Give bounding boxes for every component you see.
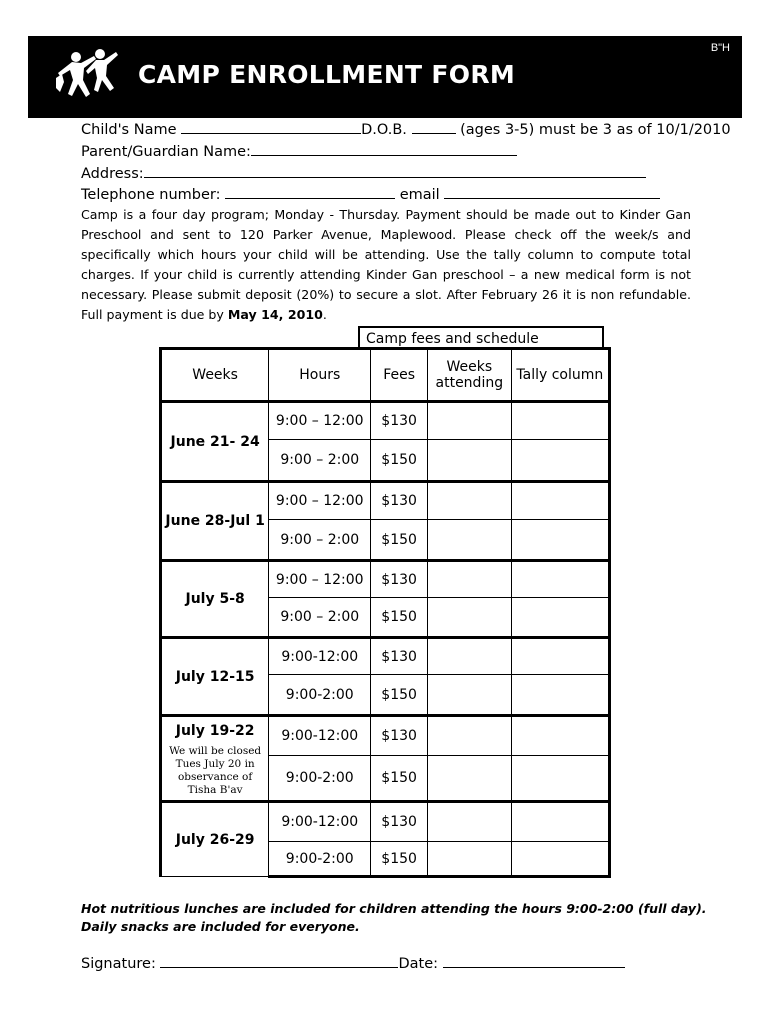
attending-checkbox-cell[interactable] bbox=[427, 756, 511, 802]
table-row bbox=[161, 482, 610, 520]
attending-checkbox-cell[interactable] bbox=[427, 842, 511, 877]
child-info-line bbox=[81, 120, 731, 138]
tally-cell[interactable] bbox=[511, 482, 609, 520]
table-header-row bbox=[161, 349, 610, 402]
fee-cell: $130 bbox=[371, 716, 428, 756]
hours-cell: 9:00 – 12:00 bbox=[269, 561, 371, 598]
dob-field[interactable] bbox=[412, 120, 456, 134]
fee-cell: $130 bbox=[371, 402, 428, 440]
attending-checkbox-cell[interactable] bbox=[427, 638, 511, 675]
form-title: CAMP ENROLLMENT FORM bbox=[138, 60, 516, 89]
header-tally-column: Tally column bbox=[511, 349, 609, 402]
tally-cell[interactable] bbox=[511, 402, 609, 440]
attending-checkbox-cell[interactable] bbox=[427, 716, 511, 756]
attending-checkbox-cell[interactable] bbox=[427, 675, 511, 716]
hours-cell: 9:00-12:00 bbox=[269, 802, 371, 842]
fee-cell: $150 bbox=[371, 842, 428, 877]
attending-checkbox-cell[interactable] bbox=[427, 561, 511, 598]
lunch-note-line2: Daily snacks are included for everyone. bbox=[81, 919, 360, 934]
tally-cell[interactable] bbox=[511, 675, 609, 716]
hours-cell: 9:00 – 2:00 bbox=[269, 598, 371, 638]
fees-schedule-table bbox=[159, 347, 611, 878]
week-label: July 5-8 bbox=[161, 561, 269, 638]
parent-name-field[interactable] bbox=[251, 142, 517, 156]
child-name-label: Child's Name bbox=[81, 122, 177, 138]
signature-line bbox=[81, 954, 625, 972]
tally-cell[interactable] bbox=[511, 842, 609, 877]
tally-cell[interactable] bbox=[511, 716, 609, 756]
table-row bbox=[161, 402, 610, 440]
attending-checkbox-cell[interactable] bbox=[427, 520, 511, 561]
address-field[interactable] bbox=[144, 164, 646, 178]
lunch-note bbox=[81, 900, 707, 936]
corner-mark: B"H bbox=[710, 42, 730, 54]
signature-field[interactable] bbox=[160, 954, 398, 968]
hours-cell: 9:00-12:00 bbox=[269, 638, 371, 675]
hours-cell: 9:00 – 2:00 bbox=[269, 520, 371, 561]
program-description bbox=[81, 205, 691, 325]
fee-cell: $150 bbox=[371, 675, 428, 716]
tally-cell[interactable] bbox=[511, 440, 609, 482]
phone-label: Telephone number: bbox=[81, 187, 221, 203]
hours-cell: 9:00 – 12:00 bbox=[269, 482, 371, 520]
tally-cell[interactable] bbox=[511, 598, 609, 638]
tally-cell[interactable] bbox=[511, 520, 609, 561]
header-bar bbox=[28, 36, 742, 118]
date-label: Date: bbox=[398, 956, 438, 972]
header-hours: Hours bbox=[269, 349, 371, 402]
parent-label: Parent/Guardian Name: bbox=[81, 144, 251, 160]
week-label bbox=[161, 716, 269, 802]
lunch-note-line1: Hot nutritious lunches are included for children attending the hours 9:00-2:00 (full day). bbox=[81, 901, 707, 916]
email-label: email bbox=[399, 187, 440, 203]
contact-line bbox=[81, 185, 660, 203]
age-note: (ages 3-5) must be 3 as of 10/1/2010 bbox=[460, 122, 731, 138]
child-name-field[interactable] bbox=[181, 120, 361, 134]
hours-cell: 9:00-12:00 bbox=[269, 716, 371, 756]
week-label-text: July 19-22 bbox=[175, 723, 255, 739]
signature-label: Signature: bbox=[81, 956, 156, 972]
attending-checkbox-cell[interactable] bbox=[427, 402, 511, 440]
description-text: Camp is a four day program; Monday - Thursday. Payment should be made out to Kinder Gan Preschool and sent to 120 Parker Avenue, Maplewood. Please check off the week/s and specifically which hours your child will be attending. Use the tally column to compute total charges. If your child is currently attending Kinder Gan preschool – a new medical form is not necessary. Please submit deposit (20%) to secure a slot. After February 26 it is non refundable. Full payment is due by bbox=[81, 207, 691, 322]
attending-checkbox-cell[interactable] bbox=[427, 440, 511, 482]
week-label: July 12-15 bbox=[161, 638, 269, 716]
tally-cell[interactable] bbox=[511, 756, 609, 802]
tally-cell[interactable] bbox=[511, 561, 609, 598]
hours-cell: 9:00 – 2:00 bbox=[269, 440, 371, 482]
fee-cell: $150 bbox=[371, 520, 428, 561]
table-caption: Camp fees and schedule bbox=[358, 326, 604, 348]
week-label: July 26-29 bbox=[161, 802, 269, 877]
running-children-icon bbox=[48, 48, 120, 106]
header-fees: Fees bbox=[371, 349, 428, 402]
hours-cell: 9:00-2:00 bbox=[269, 756, 371, 802]
date-field[interactable] bbox=[443, 954, 625, 968]
attending-checkbox-cell[interactable] bbox=[427, 598, 511, 638]
table-row bbox=[161, 716, 610, 756]
due-date: May 14, 2010 bbox=[227, 307, 323, 322]
week-label: June 21- 24 bbox=[161, 402, 269, 482]
fee-cell: $150 bbox=[371, 598, 428, 638]
dob-label: D.O.B. bbox=[361, 122, 407, 138]
tally-cell[interactable] bbox=[511, 802, 609, 842]
fee-cell: $150 bbox=[371, 756, 428, 802]
description-end: . bbox=[322, 307, 327, 322]
fee-cell: $130 bbox=[371, 482, 428, 520]
week-label: June 28-Jul 1 bbox=[161, 482, 269, 561]
phone-field[interactable] bbox=[225, 185, 395, 199]
address-label: Address: bbox=[81, 166, 144, 182]
hours-cell: 9:00 – 12:00 bbox=[269, 402, 371, 440]
fee-cell: $130 bbox=[371, 561, 428, 598]
fee-cell: $150 bbox=[371, 440, 428, 482]
hours-cell: 9:00-2:00 bbox=[269, 842, 371, 877]
tally-cell[interactable] bbox=[511, 638, 609, 675]
header-weeks-attending: Weeks attending bbox=[427, 349, 511, 402]
email-field[interactable] bbox=[444, 185, 660, 199]
closure-note: We will be closed Tues July 20 in observance of Tisha B'av bbox=[169, 745, 262, 796]
attending-checkbox-cell[interactable] bbox=[427, 482, 511, 520]
table-row bbox=[161, 561, 610, 598]
parent-line bbox=[81, 142, 517, 160]
attending-checkbox-cell[interactable] bbox=[427, 802, 511, 842]
table-row bbox=[161, 802, 610, 842]
hours-cell: 9:00-2:00 bbox=[269, 675, 371, 716]
table-row bbox=[161, 638, 610, 675]
address-line bbox=[81, 164, 646, 182]
fee-cell: $130 bbox=[371, 638, 428, 675]
fee-cell: $130 bbox=[371, 802, 428, 842]
header-weeks: Weeks bbox=[161, 349, 269, 402]
